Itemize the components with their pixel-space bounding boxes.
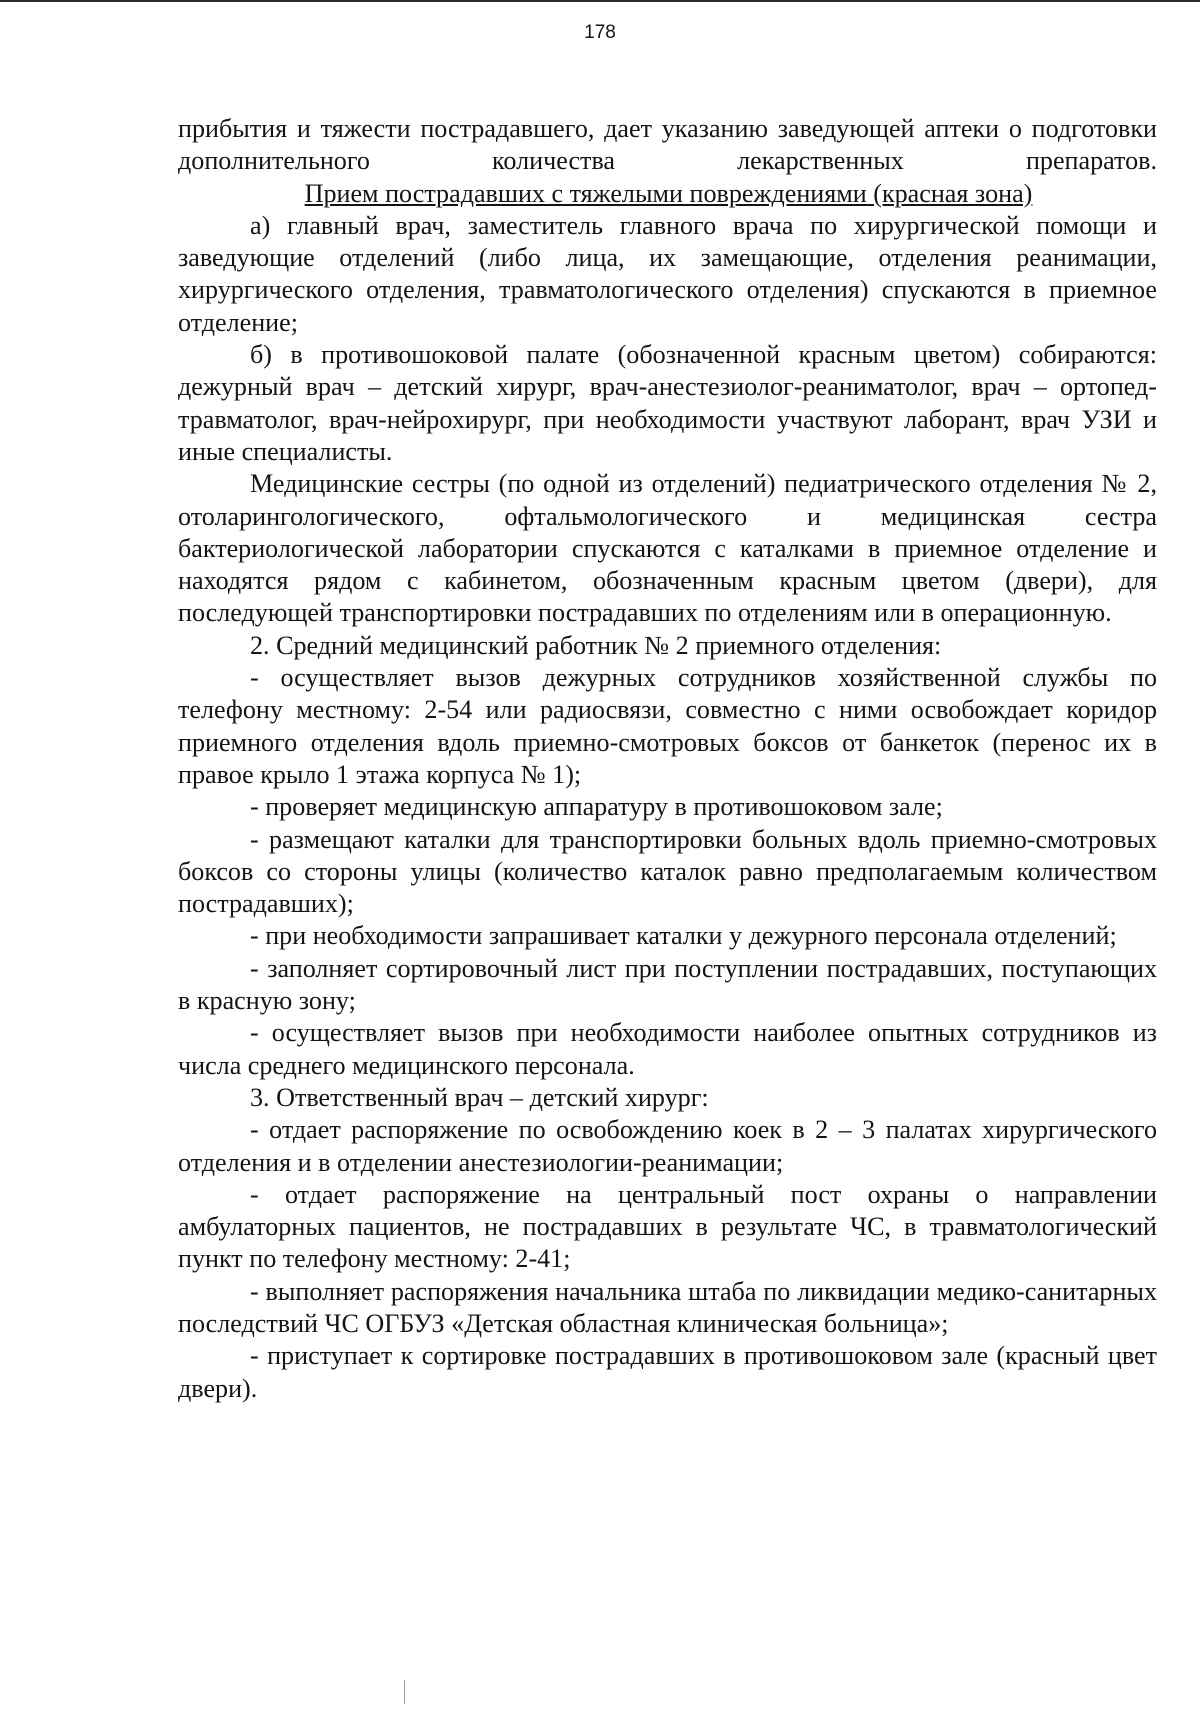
paragraph-item-a: а) главный врач, заместитель главного врача по хирургической помощи и заведующие отделений (либо лица, их замещающие, отделения реанимации, хирургического отделения, травматологического отделения) спускаются в приемное отделение; — [178, 210, 1157, 337]
list-item: - размещают каталки для транспортировки больных вдоль приемно-смотровых боксов со стороны улицы (количество каталок равно предполагаемым количеством пострадавших); — [178, 824, 1157, 919]
list-item: - заполняет сортировочный лист при поступлении пострадавших, поступающих в красную зону; — [178, 953, 1157, 1016]
document-body — [178, 113, 1157, 1405]
list-item: - выполняет распоряжения начальника штаба по ликвидации медико-санитарных последствий ЧС ОГБУЗ «Детская областная клиническая больница»; — [178, 1276, 1157, 1338]
paragraph-section-2: 2. Средний медицинский работник № 2 приемного отделения: — [250, 630, 942, 660]
paragraph-continuation: прибытия и тяжести пострадавшего, дает указанию заведующей аптеки о подготовки дополнительного количества лекарственных препаратов. — [178, 114, 1157, 176]
scan-artifact-mark — [404, 1680, 405, 1704]
list-item: - осуществляет вызов при необходимости наиболее опытных сотрудников из числа среднего медицинского персонала. — [178, 1018, 1157, 1080]
paragraph-item-b: б) в противошоковой палате (обозначенной красным цветом) собираются: дежурный врач – детский хирург, врач-анестезиолог-реаниматолог, врач – ортопед-травматолог, врач-нейрохирург, при необходимости участвуют лаборант, врач УЗИ и иные специалисты. — [178, 340, 1157, 466]
list-item: - приступает к сортировке пострадавших в противошоковом зале (красный цвет двери). — [178, 1341, 1157, 1403]
list-item: - проверяет медицинскую аппаратуру в противошоковом зале; — [250, 792, 943, 822]
section-heading: Прием пострадавших с тяжелыми повреждениями (красная зона) — [304, 178, 1033, 208]
list-item: - осуществляет вызов дежурных сотрудников хозяйственной службы по телефону местному: 2-54 или радиосвязи, совместно с ними освобождает коридор приемного отделения вдоль приемно-смотровых боксов от банкеток (перенос их в правое крыло 1 этажа корпуса № 1); — [178, 663, 1157, 789]
list-item: - отдает распоряжение по освобождению коек в 2 – 3 палатах хирургического отделения и в отделении анестезиологии-реанимации; — [178, 1115, 1157, 1177]
paragraph-section-3: 3. Ответственный врач – детский хирург: — [250, 1082, 709, 1112]
page-number: 178 — [584, 22, 616, 43]
scan-top-edge — [0, 0, 1200, 2]
paragraph-nurses: Медицинские сестры (по одной из отделений) педиатрического отделения № 2, отоларингологического, офтальмологического и медицинская сестра бактериологической лаборатории спускаются с каталками в приемное отделение и находятся рядом с кабинетом, обозначенным красным цветом (двери), для последующей транспортировки пострадавших по отделениям или в операционную. — [178, 469, 1157, 628]
list-item: - отдает распоряжение на центральный пост охраны о направлении амбулаторных пациентов, не пострадавших в результате ЧС, в травматологический пункт по телефону местному: 2-41; — [178, 1179, 1157, 1274]
list-item: - при необходимости запрашивает каталки у дежурного персонала отделений; — [250, 921, 1117, 951]
